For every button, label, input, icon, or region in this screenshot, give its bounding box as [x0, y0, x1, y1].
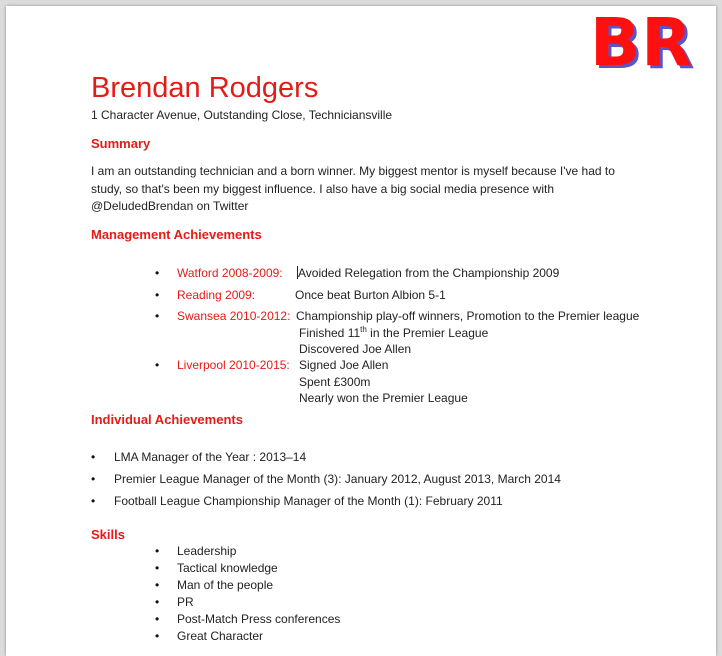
bullet-icon: •	[155, 578, 160, 592]
skill-item[interactable]: PR	[177, 595, 194, 609]
summary-heading[interactable]: Summary	[91, 136, 151, 151]
bullet-icon: •	[155, 561, 160, 575]
skill-item[interactable]: Man of the people	[177, 578, 274, 592]
management-label[interactable]: Watford 2008-2009:	[177, 266, 283, 280]
management-label[interactable]: Swansea 2010-2012:	[177, 309, 291, 323]
summary-line: I am an outstanding technician and a born winner. My biggest mentor is myself because I've had to	[91, 164, 615, 178]
management-detail[interactable]: Championship play-off winners, Promotion to the Premier league	[296, 309, 640, 323]
summary-paragraph[interactable]	[91, 163, 651, 216]
skill-item[interactable]: Post-Match Press conferences	[177, 612, 341, 626]
management-label[interactable]: Liverpool 2010-2015:	[177, 358, 290, 372]
management-detail[interactable]: Nearly won the Premier League	[299, 391, 468, 405]
management-detail[interactable]: Avoided Relegation from the Championship 2009	[298, 266, 560, 280]
bullet-icon: •	[91, 450, 96, 464]
bullet-icon: •	[155, 266, 160, 280]
bullet-icon: •	[155, 612, 160, 626]
management-detail[interactable]: Once beat Burton Albion 5-1	[295, 288, 446, 302]
management-label[interactable]: Reading 2009:	[177, 288, 256, 302]
skills-heading[interactable]: Skills	[91, 527, 125, 542]
skill-item[interactable]: Leadership	[177, 544, 237, 558]
bullet-icon: •	[155, 629, 160, 643]
management-heading[interactable]: Management Achievements	[91, 227, 262, 242]
individual-item[interactable]: Premier League Manager of the Month (3): January 2012, August 2013, March 2014	[114, 472, 561, 486]
bullet-icon: •	[155, 595, 160, 609]
management-detail[interactable]: Discovered Joe Allen	[299, 342, 412, 356]
bullet-icon: •	[91, 472, 96, 486]
summary-line: study, so that's been my biggest influence. I also have a big social media presence with	[91, 181, 554, 196]
bullet-icon: •	[155, 544, 160, 558]
summary-line: @DeludedBrendan on Twitter	[91, 199, 249, 213]
individual-heading[interactable]: Individual Achievements	[91, 412, 243, 427]
management-detail[interactable]: Finished 11th in the Premier League	[299, 325, 489, 340]
address-line[interactable]: 1 Character Avenue, Outstanding Close, Techniciansville	[91, 108, 393, 122]
br-logo: BR	[590, 6, 694, 81]
bullet-icon: •	[91, 494, 96, 508]
individual-item[interactable]: Football League Championship Manager of the Month (1): February 2011	[114, 494, 503, 508]
individual-item[interactable]: LMA Manager of the Year : 2013–14	[114, 450, 307, 464]
document-page	[6, 6, 716, 656]
bullet-icon: •	[155, 309, 160, 323]
skill-item[interactable]: Tactical knowledge	[177, 561, 278, 575]
management-detail[interactable]: Spent £300m	[299, 375, 371, 389]
candidate-name[interactable]: Brendan Rodgers	[91, 72, 319, 104]
skill-item[interactable]: Great Character	[177, 629, 264, 643]
bullet-icon: •	[155, 358, 160, 372]
bullet-icon: •	[155, 288, 160, 302]
management-detail[interactable]: Signed Joe Allen	[299, 358, 389, 372]
